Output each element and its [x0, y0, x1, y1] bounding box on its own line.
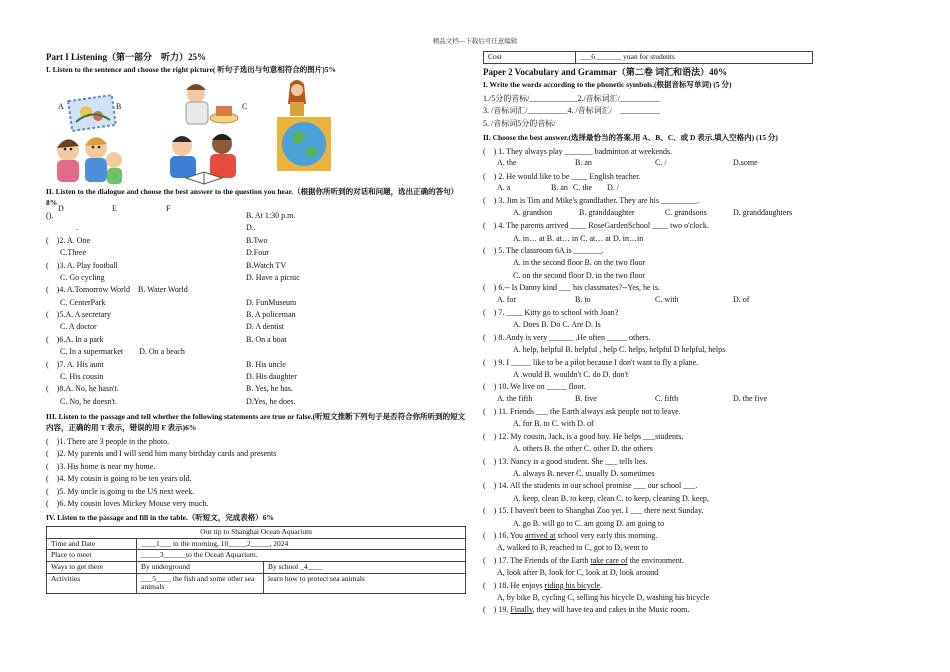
- answer-options: [483, 183, 913, 195]
- dialogue-option-right: B.Watch TV: [246, 260, 287, 270]
- question-stem: ( ) 7. ____ Kitty go to school with Joan?: [483, 307, 619, 317]
- answer-option: C. fifth: [655, 393, 679, 403]
- dialogue-row: [46, 372, 466, 384]
- answer-options: A. in the second floor B. on the two floor: [513, 258, 646, 268]
- question-stem: [483, 604, 913, 616]
- table-row: [47, 550, 466, 562]
- pic-label-a: A: [58, 102, 64, 112]
- dialogue-option-right: D. A dentist: [246, 322, 285, 332]
- question-stem-text: .: [600, 580, 603, 590]
- dialogue-questions: [46, 211, 466, 409]
- question-stem-text: ( ) 19.: [483, 605, 511, 615]
- answer-options: A. Does B. Do C. Are D. Is: [513, 320, 601, 330]
- dialogue-option-right: B. His uncle: [246, 359, 286, 369]
- dialogue-option-right: B. At 1:30 p.m.: [246, 210, 296, 220]
- dialogue-option-left: ( )7. A. His aunt: [46, 359, 104, 369]
- dialogue-row: [46, 310, 466, 322]
- dialogue-option-right: B. A policeman: [246, 310, 296, 320]
- answer-options: A. always B. never C. usually D. sometimes: [513, 469, 655, 479]
- dialogue-option-left: C. Go cycling: [60, 272, 105, 282]
- part2-sec2-title: II. Choose the best answer.(选择最恰当的答案,用 A、B、C、或 D 表示,填入空格内) (15 分): [483, 133, 778, 143]
- dialogue-row: [46, 360, 466, 372]
- underlined-phrase: take care of: [590, 555, 628, 565]
- underlined-phrase: Finally: [510, 605, 533, 615]
- question-stem-text: the environment.: [627, 555, 684, 565]
- left-column: [46, 51, 466, 594]
- table-row: [47, 573, 466, 593]
- dialogue-option-left: ( )8.A. No, he hasn't.: [46, 384, 119, 394]
- answer-options: A. others B. the other C. other D. the others: [513, 444, 653, 454]
- answer-option: D. of: [733, 294, 750, 304]
- question-stem-text: ( ) 18. He enjoys: [483, 580, 545, 590]
- table-row: [484, 52, 813, 64]
- stamp-picture: [66, 94, 118, 132]
- part2-sec1-title: I. Write the words according to the phonetic symbols.(根据音标写单词) (5 分): [483, 79, 732, 89]
- answer-options: [483, 295, 913, 307]
- part1-sec3-title: III. Listen to the passage and tell whether the following statements are true or false.(听短文推断下列句子是否符合你所听到的短文内容，正确的用 T 表示，错误的用 F 表示)6%: [46, 412, 466, 433]
- table-cell: learn how to protect sea animals: [264, 573, 466, 593]
- question-stem: [483, 580, 913, 592]
- true-false-item: ( )2. My parents and I will send him many birthday cards and presents: [46, 449, 277, 459]
- phonetic-line: 5. /音标词5分的音标/: [483, 118, 556, 128]
- globe-picture: [276, 116, 332, 172]
- table-cell: ____1___ in the morning, 10_____2_____, 2024: [137, 538, 466, 550]
- answer-options: [483, 158, 913, 170]
- pic-label-f: F: [166, 204, 171, 214]
- dialogue-option-left: ( )3. A. Play football: [46, 260, 118, 270]
- answer-options: A. for B. to C. with D. of: [513, 419, 594, 429]
- dialogue-option-left: C. In a supermarket D. On a beach: [60, 347, 185, 357]
- true-false-item: ( )6. My cousin loves Mickey Mouse very much.: [46, 498, 209, 508]
- answer-option: A. the fifth: [497, 393, 533, 403]
- dialogue-option-right: D..: [246, 223, 256, 233]
- answer-option: D. the five: [733, 393, 767, 403]
- question-stem-text: school very early this morning.: [555, 531, 658, 540]
- dialogue-row: [46, 248, 466, 260]
- children-picture: [48, 130, 128, 186]
- table-cell: Cost: [484, 52, 576, 64]
- top-note: 精品文档---下载后可任意编辑: [432, 38, 518, 45]
- table-row: [47, 538, 466, 550]
- question-stem-text: ( ) 17. The Friends of the Earth: [483, 555, 591, 565]
- chef-picture: [174, 80, 240, 128]
- answer-options: A, walked to B, reached to C, got to D, went to: [497, 543, 648, 553]
- woman-picture: [282, 78, 312, 118]
- table-cell: By underground: [137, 562, 264, 574]
- dialogue-option-left: ().: [46, 210, 54, 220]
- answer-option: D. /: [607, 183, 619, 193]
- answer-options: A .would B. wouldn't C. do D. don't: [513, 369, 629, 379]
- table-caption: Our tip to Shanghai Ocean Aquarium: [47, 527, 466, 539]
- dialogue-option-right: D. His daughter: [246, 372, 297, 382]
- answer-options: A. help, helpful B. helpful , help C. helps, helpful D helpful, helps: [513, 345, 726, 355]
- answer-options: [483, 208, 913, 220]
- question-stem-text: , they will have tea and cakes in the Music room.: [532, 605, 690, 615]
- table-cell: _____3______to the Ocean Aquarium.: [137, 550, 466, 562]
- part2-title: Paper 2 Vocabulary and Grammar（第二卷 词汇和语法）40%: [483, 66, 728, 77]
- table-cell: ___6_______ yuan for students: [576, 52, 813, 64]
- part1-sec2-title: II. Listen to the dialogue and choose the best answer to the question you hear.（根据你所听到的对话和问题，选出正确的答句）8%: [46, 187, 459, 208]
- right-column: [483, 51, 913, 617]
- question-stem-text: ( ) 16. You: [483, 531, 526, 540]
- phonetic-line: 3. /音标词汇/__________4. /音标词汇/ __________: [483, 106, 660, 116]
- dialogue-option-left: .: [76, 223, 78, 233]
- answer-option: B. an: [551, 183, 568, 193]
- question-stem: ( ) 13. Nancy is a good student. She ___ tells lies.: [483, 456, 648, 466]
- question-stem: ( ) 10. We live on _____ floor.: [483, 382, 586, 392]
- dialogue-option-left: C.Three: [60, 248, 86, 258]
- dialogue-option-left: C. CenterPark: [60, 297, 106, 307]
- dialogue-row: [46, 397, 466, 409]
- dialogue-row: [46, 298, 466, 310]
- table-cell: Ways to get there: [47, 562, 137, 574]
- answer-option: D. granddaughters: [733, 207, 793, 217]
- question-stem: ( ) 5. The classroom 6A is _______.: [483, 246, 604, 256]
- question-stem: ( ) 12. My cousin, Jack, is a good boy. He helps ___students.: [483, 431, 684, 441]
- dialogue-row: [46, 322, 466, 334]
- answer-options: A. keep, clean B. to keep, clean C. to keep, cleaning D. keep,: [513, 493, 709, 503]
- answer-option: B. granddaughter: [579, 207, 635, 217]
- phonetic-line: 1./5分的音标/____________2./音标词汇/__________: [483, 93, 660, 103]
- pic-label-e: E: [112, 204, 117, 214]
- dialogue-option-left: ( )4. A.Tomorrow World B. Water World: [46, 285, 188, 295]
- question-stem: [483, 530, 913, 542]
- answer-options: A. in… at B. at… in C. at… at D. in…in: [513, 233, 644, 243]
- true-false-item: ( )1. There are 3 people in the photo.: [46, 436, 170, 446]
- cost-table: [483, 51, 813, 64]
- table-cell: Time and Date: [47, 538, 137, 550]
- true-false-list: [46, 436, 466, 510]
- question-stem: ( ) 4. The parents arrived ____ RoseGardenSchool ____ two o'clock.: [483, 221, 709, 231]
- answer-options: C. on the second floor D. in the two floor: [513, 270, 646, 280]
- answer-option: C. grandsons: [665, 207, 707, 217]
- pic-label-d: D: [58, 204, 64, 214]
- part1-title: Part I Listening（第一部分 听力）25%: [46, 52, 207, 62]
- question-stem: ( ) 9. I _____ like to be a pilot because I don't want to fly a plane.: [483, 357, 699, 367]
- dialogue-row: [46, 211, 466, 223]
- dialogue-row: [46, 347, 466, 359]
- underlined-phrase: riding his bicycle: [544, 580, 601, 590]
- answer-option: A. grandson: [513, 207, 553, 217]
- question-stem: ( ) 1. They always play _______ badminton at weekends.: [483, 146, 673, 156]
- answer-option: A. a: [497, 183, 511, 193]
- table-row: [47, 562, 466, 574]
- dialogue-row: [46, 261, 466, 273]
- answer-option: B. to: [575, 294, 591, 304]
- answer-option: A. for: [497, 294, 517, 304]
- dialogue-option-right: D.Yes, he does.: [246, 396, 296, 406]
- answer-option: C. /: [655, 158, 667, 168]
- part1-sec4-title: IV. Listen to the passage and fill in the table.（听短文，完成表格）6%: [46, 513, 275, 523]
- question-stem: ( ) 11. Friends ___ the Earth always ask people not to leave.: [483, 407, 681, 417]
- table-cell: Place to meet: [47, 550, 137, 562]
- dialogue-option-right: D. Have a picnic: [246, 272, 300, 282]
- pic-label-b: B: [116, 102, 122, 112]
- true-false-item: ( )5. My uncle is going to the US next week.: [46, 486, 195, 496]
- dialogue-option-left: ( )6.A. In a park: [46, 334, 104, 344]
- dialogue-option-right: D. FunMuseum: [246, 297, 297, 307]
- dialogue-row: [46, 285, 466, 297]
- dialogue-option-left: C. His cousin: [60, 372, 104, 382]
- grammar-questions: [483, 146, 913, 617]
- dialogue-option-left: ( )5.A. A secretary: [46, 310, 111, 320]
- dialogue-option-right: D.Four: [246, 248, 269, 258]
- question-stem: ( ) 6.-- Is Danny kind ___ his classmates?--Yes, he is.: [483, 283, 660, 293]
- table-cell: Activities: [47, 573, 137, 593]
- question-stem: ( ) 14. All the students in our school promise ___ our school ___.: [483, 481, 698, 491]
- reading-kids-picture: [156, 128, 252, 188]
- dialogue-row: [46, 223, 466, 235]
- question-stem: [483, 555, 913, 567]
- answer-option: C. with: [655, 294, 679, 304]
- dialogue-row: [46, 335, 466, 347]
- dialogue-option-left: ( )2. A. One: [46, 235, 90, 245]
- dialogue-option-left: C. No, he doesn't.: [60, 396, 117, 406]
- table-cell: By school _4____: [264, 562, 466, 574]
- table-cell: ___5____ the fish and some other sea animals: [137, 573, 264, 593]
- pic-label-c: C: [242, 102, 248, 112]
- dialogue-option-right: B.Two: [246, 235, 268, 245]
- answer-option: B. an: [575, 158, 592, 168]
- true-false-item: ( )4. My cousin is going to be ten years old.: [46, 474, 192, 484]
- dialogue-option-right: B. Yes, he has.: [246, 384, 293, 394]
- answer-options: A. go B. will go to C. am going D. am going to: [513, 518, 665, 528]
- dialogue-option-right: B. On a boat: [246, 334, 287, 344]
- part1-sec1-title: I. Listen to the sentence and choose the right picture( 听句子选出与句意相符合的图片)5%: [46, 65, 337, 75]
- answer-options: A, by bike B, cycling C, selling his bicycle D, washing his bicycle: [497, 592, 710, 602]
- answer-options: A, look after B, look for C, look at D, look around: [497, 568, 659, 578]
- true-false-item: ( )3. His home is near my home.: [46, 461, 156, 471]
- dialogue-row: [46, 236, 466, 248]
- aquarium-table: [46, 526, 466, 594]
- question-stem: ( ) 3. Jim is Tim and Mike's grandfather. They are his _________.: [483, 196, 699, 206]
- dialogue-row: [46, 273, 466, 285]
- dialogue-option-left: C. A doctor: [60, 322, 97, 332]
- answer-option: D.some: [733, 158, 758, 168]
- dialogue-row: [46, 384, 466, 396]
- answer-option: B. five: [575, 393, 597, 403]
- underlined-phrase: arrived at: [525, 531, 556, 540]
- answer-option: C. the: [573, 183, 593, 193]
- question-stem: ( ) 8. Andy is very ______ .He often _____ others.: [483, 332, 651, 342]
- phonetic-lines: [483, 93, 913, 130]
- answer-option: A. the: [497, 158, 517, 168]
- question-stem: ( ) 2. He would like to be ____ English teacher.: [483, 171, 641, 181]
- question-stem: ( ) 15. I haven't been to Shanghai Zoo yet. I ___ there next Sunday.: [483, 506, 704, 516]
- answer-options: [483, 394, 913, 406]
